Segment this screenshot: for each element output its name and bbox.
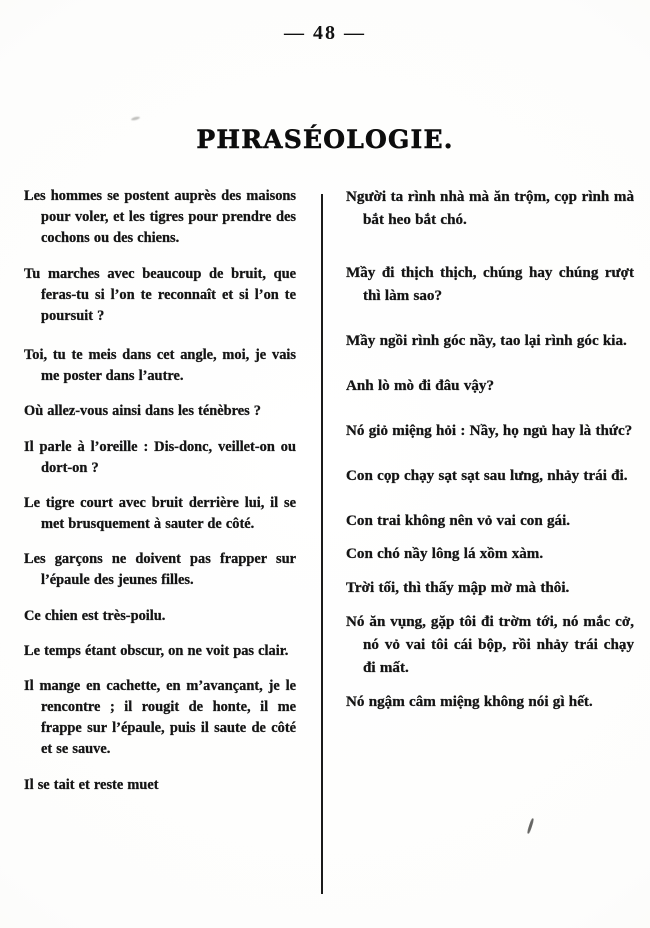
phrase-entry: Ce chien est très-poilu.: [24, 607, 166, 624]
phrase-entry: Il mange en cachette, en m’avançant, je le rencontre ; il rougit de honte, il me frappe sur l’épaule, puis il saute de côté et se sauve.: [24, 677, 296, 758]
phrase-entry: Con cọp chạy sạt sạt sau lưng, nhảy trái đi.: [346, 467, 628, 484]
phrase-entry: Mầy ngồi rình góc nầy, tao lại rình góc kia.: [346, 332, 627, 349]
phrase-entry: Il se tait et reste muet: [24, 776, 159, 793]
phrase-entry: Nó giỏ miệng hỏi : Nầy, họ ngủ hay là thức?: [346, 422, 633, 439]
phrase-entry: Les hommes se postent auprès des maisons pour voler, et les tigres pour prendre des cochons ou des chiens.: [24, 188, 296, 247]
vietnamese-column: [346, 186, 634, 714]
phrase-entry: Le tigre court avec bruit derrière lui, il se met brusquement à sauter de côté.: [24, 494, 296, 533]
phrase-entry: Con chó nầy lông lá xồm xàm.: [346, 546, 544, 563]
phrase-entry: Trời tối, thì thấy mập mờ mà thôi.: [346, 580, 570, 597]
page-title: PHRASÉOLOGIE.: [196, 124, 454, 154]
page-number: — 48 —: [284, 22, 366, 44]
ink-speck-artifact: [131, 116, 140, 121]
french-column: [24, 186, 296, 796]
phrase-entry: Anh lò mò đi đâu vậy?: [346, 377, 495, 394]
phrase-entry: Il parle à l’oreille : Dis-donc, veillet-on ou dort-on ?: [24, 438, 296, 476]
phrase-entry: Nó ăn vụng, gặp tôi đi trờm tới, nó mắc cở, nó vỏ vai tôi cái bộp, rồi nhảy trái chạy đi mất.: [346, 614, 634, 677]
phrase-entry: Nó ngậm câm miệng không nói gì hết.: [346, 694, 593, 711]
phrase-entry: Les garçons ne doivent pas frapper sur l’épaule des jeunes filles.: [24, 551, 296, 589]
phrase-entry: Người ta rình nhà mà ăn trộm, cọp rình mà bắt heo bắt chó.: [346, 189, 634, 228]
phrase-entry: Mầy đi thịch thịch, chúng hay chúng rượt thì làm sao?: [346, 264, 634, 304]
phrase-entry: Tu marches avec beaucoup de bruit, que feras-tu si l’on te reconnaît et si l’on te poursuit ?: [24, 265, 296, 324]
phrase-entry: Toi, tu te meis dans cet angle, moi, je vais me poster dans l’autre.: [24, 347, 296, 385]
phrase-entry: Le temps étant obscur, on ne voit pas clair.: [24, 642, 289, 659]
parallel-text-columns: [0, 186, 650, 898]
phrase-entry: Où allez-vous ainsi dans les ténèbres ?: [24, 403, 262, 420]
phrase-entry: Con trai không nên vỏ vai con gái.: [346, 512, 571, 529]
column-divider-rule: [321, 194, 323, 894]
